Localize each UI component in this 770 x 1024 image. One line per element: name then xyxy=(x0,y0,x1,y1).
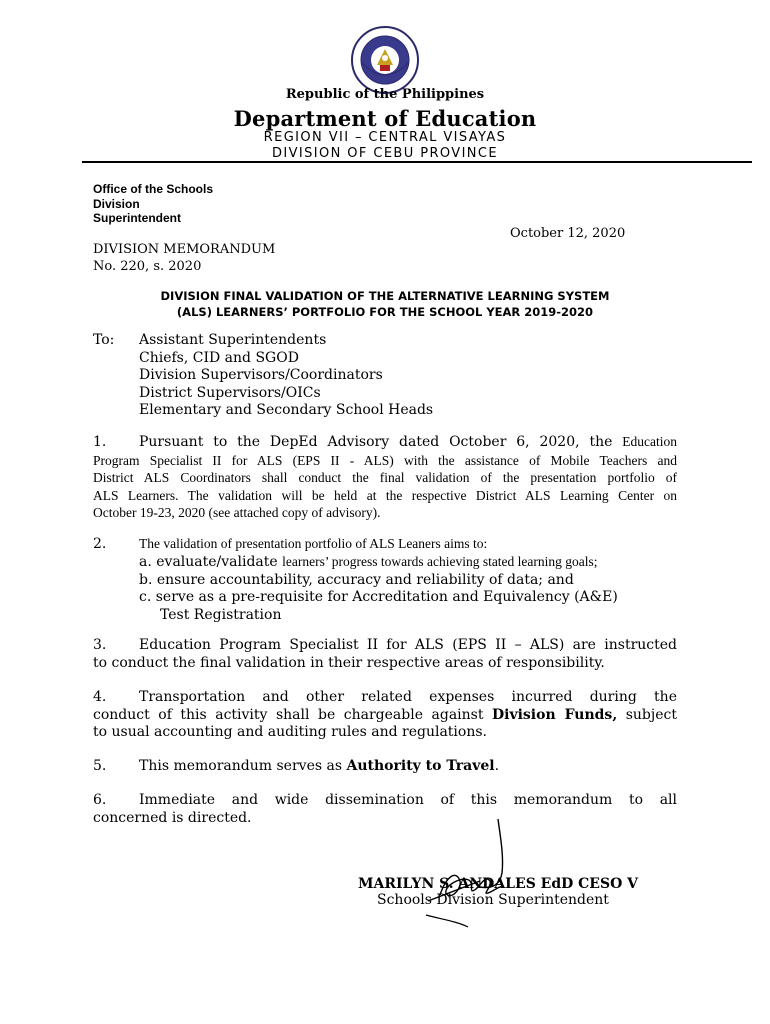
office-line-2: Division xyxy=(93,196,140,211)
signatory-title: Schools Division Superintendent xyxy=(377,892,609,908)
aim-item-c: c. serve as a pre-requisite for Accreditation and Equivalency (A&E) xyxy=(139,589,618,605)
recipient-item: District Supervisors/OICs xyxy=(139,384,321,401)
paragraph-number: 3. xyxy=(93,637,107,653)
paragraph-number: 2. xyxy=(93,536,107,552)
division-line: DIVISION OF CEBU PROVINCE xyxy=(271,146,499,161)
memo-subject xyxy=(93,288,677,320)
division-funds: Division Funds, xyxy=(492,706,618,723)
memo-type: DIVISION MEMORANDUM xyxy=(93,242,276,257)
aim-item-a xyxy=(139,553,699,572)
memo-date: October 12, 2020 xyxy=(510,226,626,241)
p6-line-2: concerned is directed. xyxy=(93,809,252,826)
department-name: Department of Education xyxy=(233,106,537,131)
paragraph-number: 4. xyxy=(93,689,107,705)
recipient-item: Division Supervisors/Coordinators xyxy=(139,367,383,383)
p1-line-5: October 19-23, 2020 (see attached copy of advisory). xyxy=(93,505,381,520)
p1-line-3: District ALS Coordinators shall conduct the final validation of the presentation portfolio of xyxy=(93,470,677,485)
p1-rest: Education xyxy=(622,434,678,449)
p4-line-2-post: subject xyxy=(625,706,677,723)
paragraph-4 xyxy=(93,689,677,742)
paragraph-number: 6. xyxy=(93,792,107,808)
p5-pre: This memorandum serves as xyxy=(139,758,343,774)
office-label xyxy=(93,182,253,226)
aim-a-prefix: a. evaluate/validate xyxy=(139,554,278,570)
p5-post: . xyxy=(494,758,500,774)
paragraph-2 xyxy=(93,535,677,554)
paragraph-number: 1. xyxy=(93,434,107,450)
p3-line-1: Education Program Specialist II for ALS (EPS II – ALS) are instructed xyxy=(139,637,677,653)
signatory-name: MARILYN S. ANDALES EdD CESO V xyxy=(358,876,639,892)
aims-list xyxy=(139,553,699,624)
subject-line-1: DIVISION FINAL VALIDATION OF THE ALTERNATIVE LEARNING SYSTEM xyxy=(160,289,610,303)
recipient-item: Assistant Superintendents xyxy=(139,332,327,348)
recipient-item: Chiefs, CID and SGOD xyxy=(139,349,299,366)
memo-number: No. 220, s. 2020 xyxy=(93,259,202,274)
deped-seal xyxy=(350,25,420,95)
paragraph-1 xyxy=(93,433,677,522)
recipient-item: Elementary and Secondary School Heads xyxy=(139,402,434,418)
p4-line-3: to usual accounting and auditing rules and regulations. xyxy=(93,724,487,740)
paragraph-number: 5. xyxy=(93,758,107,774)
header-rule xyxy=(82,161,752,163)
paragraph-3 xyxy=(93,637,677,672)
office-line-1: Office of the Schools xyxy=(93,182,214,196)
recipient-list xyxy=(139,332,433,420)
republic-line: Republic of the Philippines xyxy=(285,87,485,102)
region-line: REGION VII – CENTRAL VISAYAS xyxy=(263,130,507,145)
aim-a-rest: learners’ progress towards achieving stated learning goals; xyxy=(282,554,598,569)
aim-item-b: b. ensure accountability, accuracy and reliability of data; and xyxy=(139,571,574,588)
to-label: To: xyxy=(93,332,115,348)
p6-line-1: Immediate and wide dissemination of this memorandum to all xyxy=(139,792,677,808)
memo-number-block xyxy=(93,241,275,275)
aim-item-c-cont: Test Registration xyxy=(160,606,282,623)
paragraph-6 xyxy=(93,792,677,827)
handwritten-signature xyxy=(420,815,530,935)
paragraph-5 xyxy=(93,758,677,776)
subject-line-2: (ALS) LEARNERS’ PORTFOLIO FOR THE SCHOOL YEAR 2019-2020 xyxy=(176,305,594,319)
p1-lead: Pursuant to the DepEd Advisory dated October 6, 2020, the xyxy=(139,434,613,450)
p2-intro: The validation of presentation portfolio of ALS Leaners aims to: xyxy=(139,536,488,551)
authority-to-travel: Authority to Travel xyxy=(346,758,495,774)
office-line-3: Superintendent xyxy=(93,211,182,225)
p4-line-1: Transportation and other related expenses incurred during the xyxy=(139,689,677,705)
p1-line-4: ALS Learners. The validation will be held at the respective District ALS Learning Center on xyxy=(93,487,677,503)
p3-line-2: to conduct the final validation in their respective areas of responsibility. xyxy=(93,654,605,671)
p4-line-2-pre: conduct of this activity shall be chargeable against xyxy=(93,706,484,723)
p1-line-2: Program Specialist II for ALS (EPS II - ALS) with the assistance of Mobile Teachers and xyxy=(93,452,677,468)
